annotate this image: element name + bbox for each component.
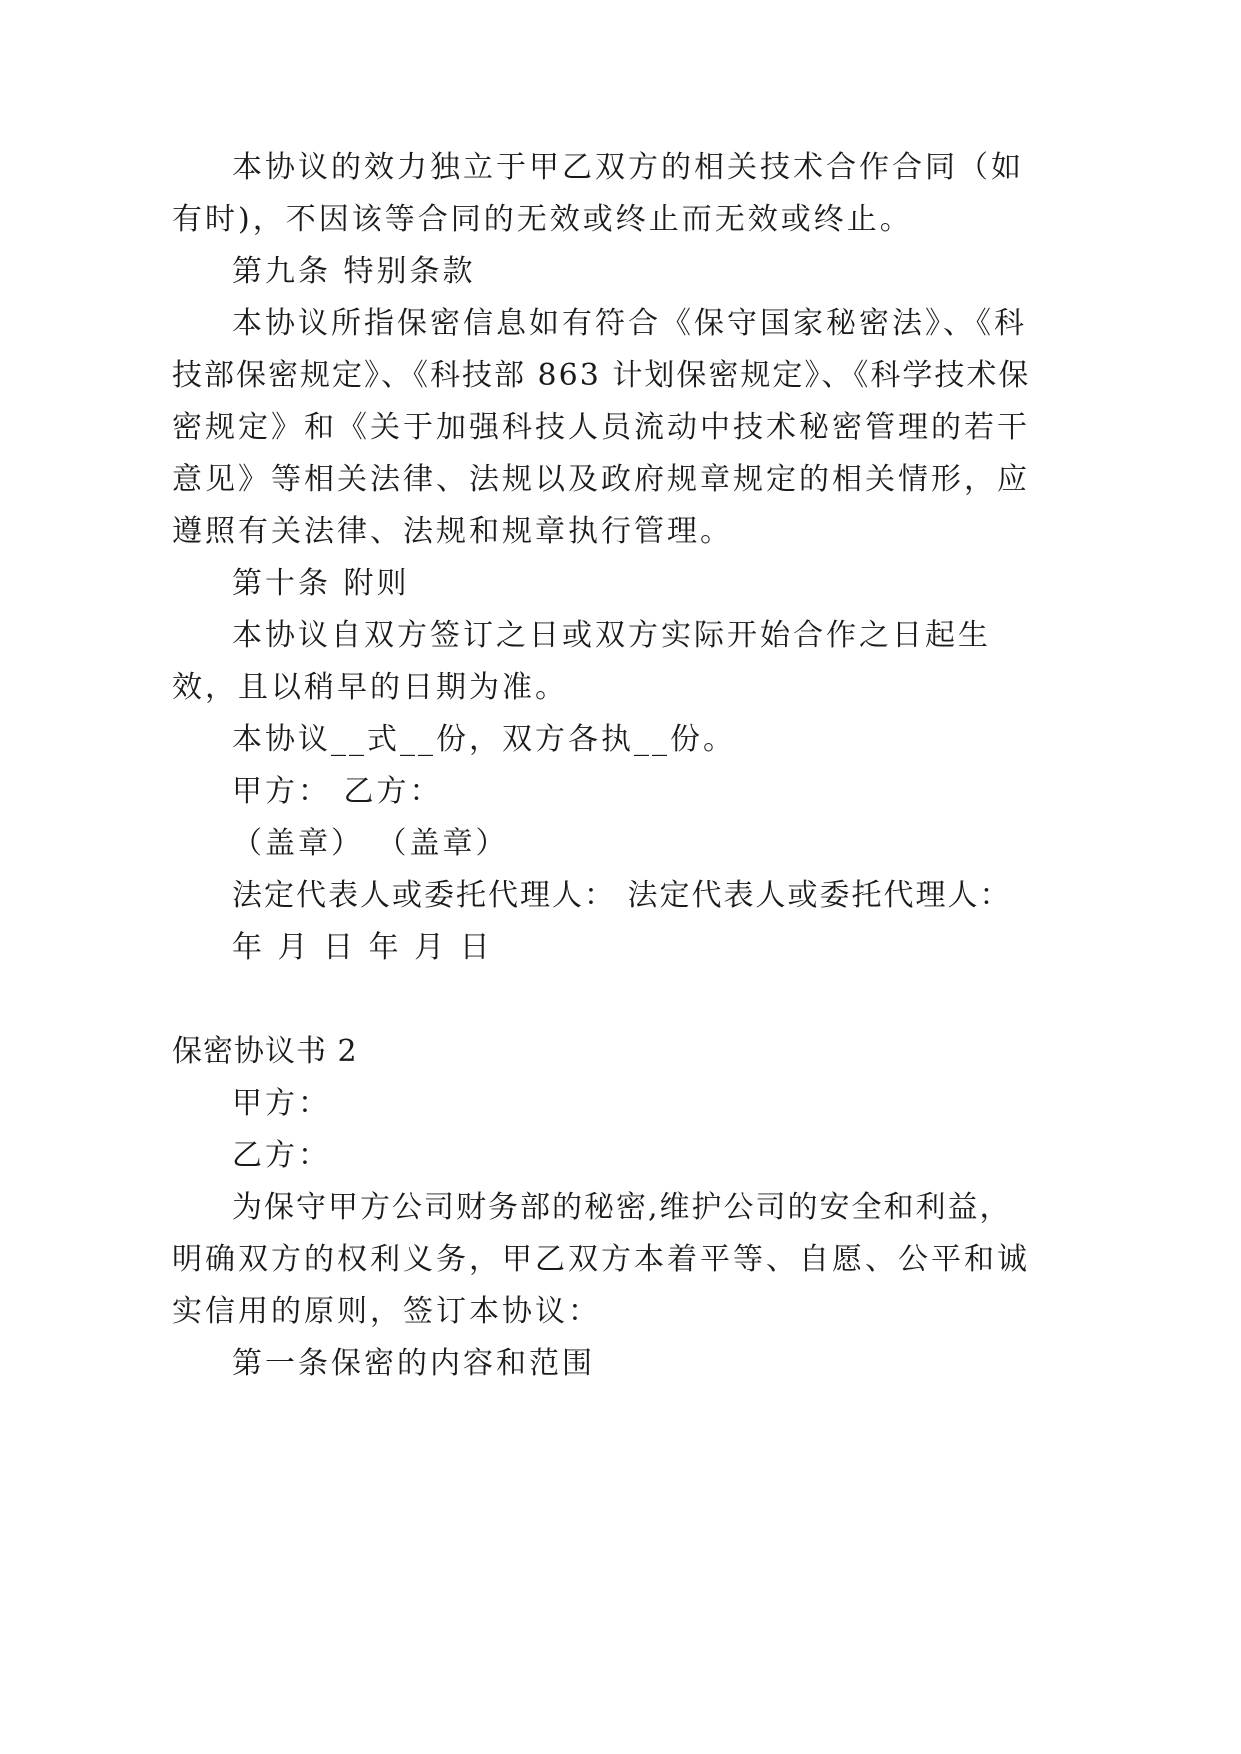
signature-parties: 甲方： 乙方： — [232, 774, 443, 809]
party-a-line: 甲方： — [232, 1086, 331, 1121]
text-line: 明确双方的权利义务，甲乙双方本着平等、自愿、公平和诚 — [172, 1242, 1030, 1277]
section-heading: 第九条 特别条款 — [232, 254, 476, 289]
text-line: 本协议的效力独立于甲乙双方的相关技术合作合同（如 — [232, 150, 1024, 185]
date-line: 年 月 日 年 月 日 — [232, 930, 493, 965]
document-title: 保密协议书 2 — [172, 1034, 358, 1069]
text-line: 本协议所指保密信息如有符合《保守国家秘密法》、《科 — [232, 306, 1027, 341]
text-line: 有时)，不因该等合同的无效或终止而无效或终止。 — [172, 202, 913, 237]
text-line: 效，且以稍早的日期为准。 — [172, 670, 568, 705]
representative-line: 法定代表人或委托代理人： 法定代表人或委托代理人： — [232, 878, 1012, 913]
party-b-line: 乙方： — [232, 1138, 331, 1173]
text-line: 意见》等相关法律、法规以及政府规章规定的相关情形，应 — [172, 462, 1030, 497]
text-line: 技部保密规定》、《科技部 863 计划保密规定》、《科学技术保 — [172, 358, 1031, 393]
text-line: 遵照有关法律、法规和规章执行管理。 — [172, 514, 733, 549]
text-line: 本协议自双方签订之日或双方实际开始合作之日起生 — [232, 618, 991, 653]
seal-line: （盖章） （盖章） — [232, 826, 509, 861]
text-line: 实信用的原则，签订本协议： — [172, 1294, 601, 1329]
text-line: 本协议__式__份，双方各执__份。 — [232, 722, 736, 757]
section-heading: 第十条 附则 — [232, 566, 410, 601]
section-heading: 第一条保密的内容和范围 — [232, 1346, 595, 1381]
text-line: 为保守甲方公司财务部的秘密,维护公司的安全和利益， — [232, 1190, 1012, 1225]
text-line: 密规定》和《关于加强科技人员流动中技术秘密管理的若干 — [172, 410, 1030, 445]
